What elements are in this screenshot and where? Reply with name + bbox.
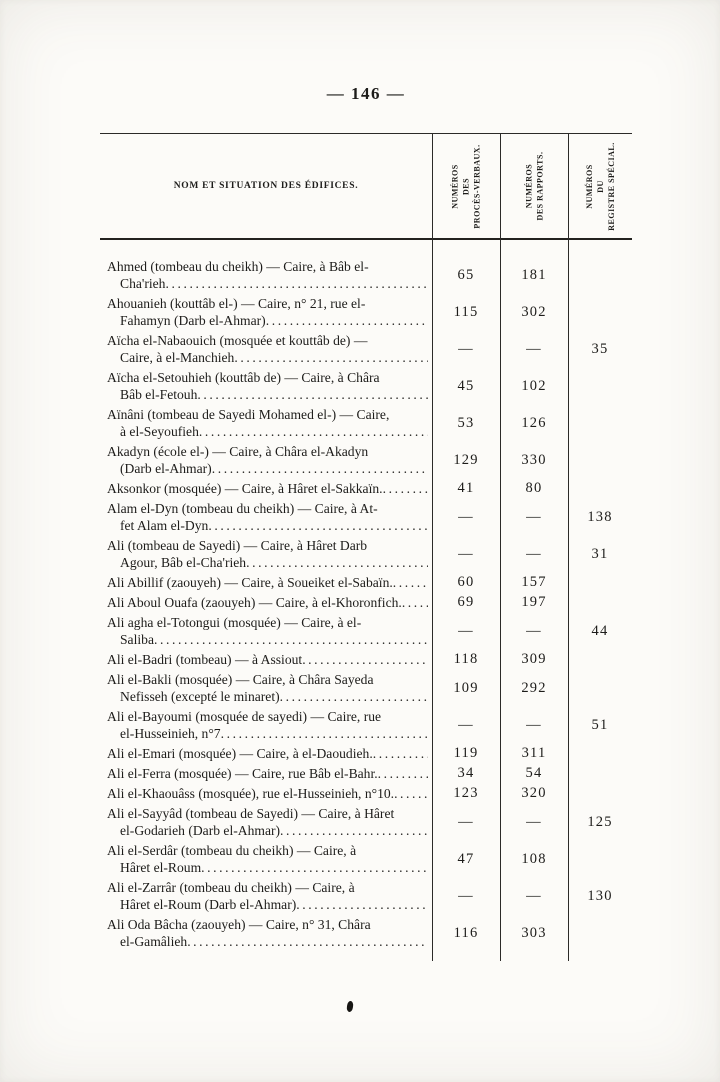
edifice-name-cell xyxy=(100,745,432,762)
edifice-name-cell xyxy=(100,295,432,329)
registre-value xyxy=(568,745,632,762)
entry-text: Ali el-Zarrâr (tombeau du cheikh) — Caire, à xyxy=(107,880,355,895)
proces-verbaux-value: 34 xyxy=(457,765,475,781)
proces-verbaux-value: 65 xyxy=(457,266,475,283)
dot-leader xyxy=(197,386,428,403)
page-number: — 146 — xyxy=(326,84,406,103)
edifice-name-cell xyxy=(100,369,432,403)
entry-text: Aïcha el-Setouhieh (kouttâb de) — Caire, à Châra xyxy=(107,370,380,385)
entry-text: Nefisseh (excepté le minaret) xyxy=(120,689,280,704)
dot-leader xyxy=(402,594,428,611)
entry-text: Akadyn (école el-) — Caire, à Châra el-Akadyn xyxy=(107,444,369,459)
proces-verbaux-value: 116 xyxy=(453,924,479,941)
entry-text: Bâb el-Fetouh xyxy=(120,387,198,402)
edifice-name-cell xyxy=(100,708,432,742)
rapports-value: 311 xyxy=(521,745,547,761)
entry-text: Ali el-Badri (tombeau) — à Assiout xyxy=(107,652,303,667)
column-header-registre-special xyxy=(568,134,632,238)
rapports-value: 302 xyxy=(521,303,547,320)
edifice-name-cell xyxy=(100,842,432,876)
header-line: DES xyxy=(461,177,471,195)
registre-value xyxy=(568,594,632,611)
entry-text: Ali Aboul Ouafa (zaouyeh) — Caire, à el-Khoronfich. xyxy=(107,595,402,610)
rapports-value: 330 xyxy=(521,451,547,468)
entry-text: el-Husseinieh, n°7 xyxy=(120,726,221,741)
rapports-value: — xyxy=(526,508,542,525)
proces-verbaux-value: 115 xyxy=(453,303,479,320)
table-row xyxy=(100,916,632,950)
registre-value xyxy=(568,842,632,876)
registre-value xyxy=(568,295,632,329)
rapports-value: 80 xyxy=(525,480,543,496)
registre-value: 125 xyxy=(587,813,613,830)
dot-leader xyxy=(296,896,428,913)
rapports-value: — xyxy=(526,887,542,904)
entry-text: Ali Oda Bâcha (zaouyeh) — Caire, n° 31, Châra xyxy=(107,917,371,932)
rapports-value: 102 xyxy=(521,377,547,394)
edifice-name-cell xyxy=(100,594,432,611)
proces-verbaux-value: — xyxy=(458,545,474,562)
entry-text: Ali el-Khaouâss (mosquée), rue el-Husseinieh, n°10. xyxy=(107,786,395,801)
dot-leader xyxy=(280,688,428,705)
entry-text: Aïnâni (tombeau de Sayedi Mohamed el-) — Caire, xyxy=(107,407,390,422)
dot-leader xyxy=(302,651,428,668)
registre-value xyxy=(568,480,632,497)
dot-leader xyxy=(208,517,428,534)
proces-verbaux-value: 123 xyxy=(453,785,479,801)
proces-verbaux-value: 69 xyxy=(457,594,475,610)
rapports-value: 197 xyxy=(521,594,547,610)
table-row xyxy=(100,614,632,648)
entry-text: Ali el-Ferra (mosquée) — Caire, rue Bâb el-Bahr. xyxy=(107,766,378,781)
proces-verbaux-value: — xyxy=(458,508,474,525)
entry-text: à el-Seyoufieh xyxy=(120,424,199,439)
entry-text: (Darb el-Ahmar) xyxy=(120,461,212,476)
entry-text: Agour, Bâb el-Cha'rieh xyxy=(120,555,247,570)
registre-value: 44 xyxy=(591,622,609,639)
table-row xyxy=(100,537,632,571)
edifice-name-cell xyxy=(100,651,432,668)
table-row xyxy=(100,443,632,477)
proces-verbaux-value: 41 xyxy=(457,480,475,496)
registre-value: 130 xyxy=(587,887,613,904)
rapports-value: 126 xyxy=(521,414,547,431)
proces-verbaux-value: — xyxy=(458,887,474,904)
header-line: NUMÉROS xyxy=(524,163,533,209)
registre-value xyxy=(568,671,632,705)
rapports-value: — xyxy=(526,545,542,562)
rapports-value: 181 xyxy=(521,266,547,283)
table-row xyxy=(100,785,632,802)
edifice-name-cell xyxy=(100,574,432,591)
dot-leader xyxy=(165,275,428,292)
table-row xyxy=(100,406,632,440)
registre-value xyxy=(568,443,632,477)
registre-value: 35 xyxy=(591,340,609,357)
proces-verbaux-value: — xyxy=(458,813,474,830)
edifice-name-cell xyxy=(100,785,432,802)
entry-text: Fahamyn (Darb el-Ahmar) xyxy=(120,313,266,328)
rapports-value: — xyxy=(526,622,542,639)
entry-text: Ali el-Serdâr (tombeau du cheikh) — Caire, à xyxy=(107,843,357,858)
registre-value xyxy=(568,765,632,782)
table-row xyxy=(100,295,632,329)
table-row xyxy=(100,842,632,876)
table-row xyxy=(100,651,632,668)
rapports-value: 157 xyxy=(521,574,547,590)
registre-value xyxy=(568,916,632,950)
entry-text: Cha'rieh xyxy=(120,276,166,291)
rapports-value: 320 xyxy=(521,785,547,801)
rapports-value: 292 xyxy=(521,679,547,696)
table-row xyxy=(100,745,632,762)
edifices-table xyxy=(100,133,632,961)
table-row xyxy=(100,805,632,839)
entry-text: el-Godarieh (Darb el-Ahmar) xyxy=(120,823,281,838)
table-row xyxy=(100,594,632,611)
rapports-value: — xyxy=(526,340,542,357)
registre-value xyxy=(568,574,632,591)
registre-value xyxy=(568,406,632,440)
table-body xyxy=(100,240,632,961)
registre-value xyxy=(568,785,632,802)
proces-verbaux-value: 47 xyxy=(457,850,475,867)
dot-leader xyxy=(201,859,428,876)
edifice-name-cell xyxy=(100,614,432,648)
edifice-name-cell xyxy=(100,916,432,950)
proces-verbaux-value: 129 xyxy=(453,451,479,468)
dot-leader xyxy=(383,480,428,497)
edifice-name-cell xyxy=(100,805,432,839)
table-row xyxy=(100,671,632,705)
edifice-name-cell xyxy=(100,332,432,366)
header-line: NUMÉROS xyxy=(450,163,460,209)
rapports-value: — xyxy=(526,813,542,830)
dot-leader xyxy=(266,312,428,329)
dot-leader xyxy=(378,765,428,782)
proces-verbaux-value: 109 xyxy=(453,679,479,696)
dot-leader xyxy=(393,574,428,591)
registre-value xyxy=(568,651,632,668)
entry-text: Ahouanieh (kouttâb el-) — Caire, n° 21, rue el- xyxy=(107,296,366,311)
dot-leader xyxy=(187,933,428,950)
proces-verbaux-value: 118 xyxy=(453,651,479,667)
entry-text: Caire, à el-Manchieh xyxy=(120,350,235,365)
table-header-row xyxy=(100,134,632,240)
rapports-value: 108 xyxy=(521,850,547,867)
table-row xyxy=(100,369,632,403)
registre-value xyxy=(568,369,632,403)
entry-text: Ali el-Bakli (mosquée) — Caire, à Châra Sayeda xyxy=(107,672,374,687)
rapports-value: 54 xyxy=(525,765,543,781)
proces-verbaux-value: — xyxy=(458,716,474,733)
table-row xyxy=(100,332,632,366)
column-header-edifices: NOM ET SITUATION DES ÉDIFICES. xyxy=(173,181,359,191)
registre-value: 138 xyxy=(587,508,613,525)
table-row xyxy=(100,500,632,534)
entry-text: fet Alam el-Dyn xyxy=(120,518,209,533)
column-header-proces-verbaux xyxy=(432,134,500,238)
entry-text: Aïcha el-Nabaouich (mosquée et kouttâb de) — xyxy=(107,333,368,348)
edifice-name-cell xyxy=(100,443,432,477)
dot-leader xyxy=(246,554,428,571)
edifice-name-cell xyxy=(100,537,432,571)
entry-text: Saliba xyxy=(120,632,154,647)
table-row xyxy=(100,258,632,292)
proces-verbaux-value: 45 xyxy=(457,377,475,394)
ink-blot-artifact xyxy=(346,1001,353,1013)
column-header-rapports xyxy=(500,134,568,238)
dot-leader xyxy=(221,725,428,742)
entry-text: Ahmed (tombeau du cheikh) — Caire, à Bâb el- xyxy=(107,259,369,274)
edifice-name-cell xyxy=(100,879,432,913)
dot-leader xyxy=(199,423,428,440)
proces-verbaux-value: 53 xyxy=(457,414,475,431)
dot-leader xyxy=(394,785,428,802)
header-line: NUMÉROS xyxy=(584,163,594,209)
edifice-name-cell xyxy=(100,671,432,705)
entry-text: Alam el-Dyn (tombeau du cheikh) — Caire, à At- xyxy=(107,501,378,516)
proces-verbaux-value: 60 xyxy=(457,574,475,590)
edifice-name-cell xyxy=(100,500,432,534)
dot-leader xyxy=(280,822,428,839)
rapports-value: 303 xyxy=(521,924,547,941)
table-row xyxy=(100,765,632,782)
entry-text: Hâret el-Roum (Darb el-Ahmar) xyxy=(120,897,297,912)
table-row xyxy=(100,574,632,591)
entry-text: Ali agha el-Totongui (mosquée) — Caire, à el- xyxy=(107,615,362,630)
header-line: PROCÈS-VERBAUX. xyxy=(472,143,482,229)
rapports-value: — xyxy=(526,716,542,733)
edifice-name-cell xyxy=(100,258,432,292)
entry-text: Aksonkor (mosquée) — Caire, à Hâret el-Sakkaïn. xyxy=(107,481,383,496)
edifice-name-cell xyxy=(100,765,432,782)
proces-verbaux-value: 119 xyxy=(453,745,479,761)
entry-text: Ali el-Sayyâd (tombeau de Sayedi) — Caire, à Hâret xyxy=(107,806,395,821)
table-row xyxy=(100,708,632,742)
rapports-value: 309 xyxy=(521,651,547,667)
dot-leader xyxy=(154,631,428,648)
registre-value: 51 xyxy=(591,716,609,733)
registre-value: 31 xyxy=(591,545,609,562)
entry-text: Ali el-Bayoumi (mosquée de sayedi) — Caire, rue xyxy=(107,709,382,724)
proces-verbaux-value: — xyxy=(458,622,474,639)
dot-leader xyxy=(234,349,428,366)
dot-leader xyxy=(212,460,428,477)
table-row xyxy=(100,480,632,497)
entry-text: Ali (tombeau de Sayedi) — Caire, à Hâret Darb xyxy=(107,538,368,553)
edifice-name-cell xyxy=(100,406,432,440)
edifice-name-cell xyxy=(100,480,432,497)
entry-text: el-Gamâlieh xyxy=(120,934,188,949)
proces-verbaux-value: — xyxy=(458,340,474,357)
entry-text: Ali el-Emari (mosquée) — Caire, à el-Daoudieh. xyxy=(107,746,373,761)
entry-text: Ali Abillif (zaouyeh) — Caire, à Soueiket el-Sabaïn. xyxy=(107,575,393,590)
table-row xyxy=(100,879,632,913)
header-line: DES RAPPORTS. xyxy=(535,151,544,221)
header-line: DU xyxy=(595,179,605,193)
registre-value xyxy=(568,258,632,292)
dot-leader xyxy=(373,745,428,762)
entry-text: Hâret el-Roum xyxy=(120,860,202,875)
header-line: REGISTRE SPÉCIAL. xyxy=(606,141,616,231)
